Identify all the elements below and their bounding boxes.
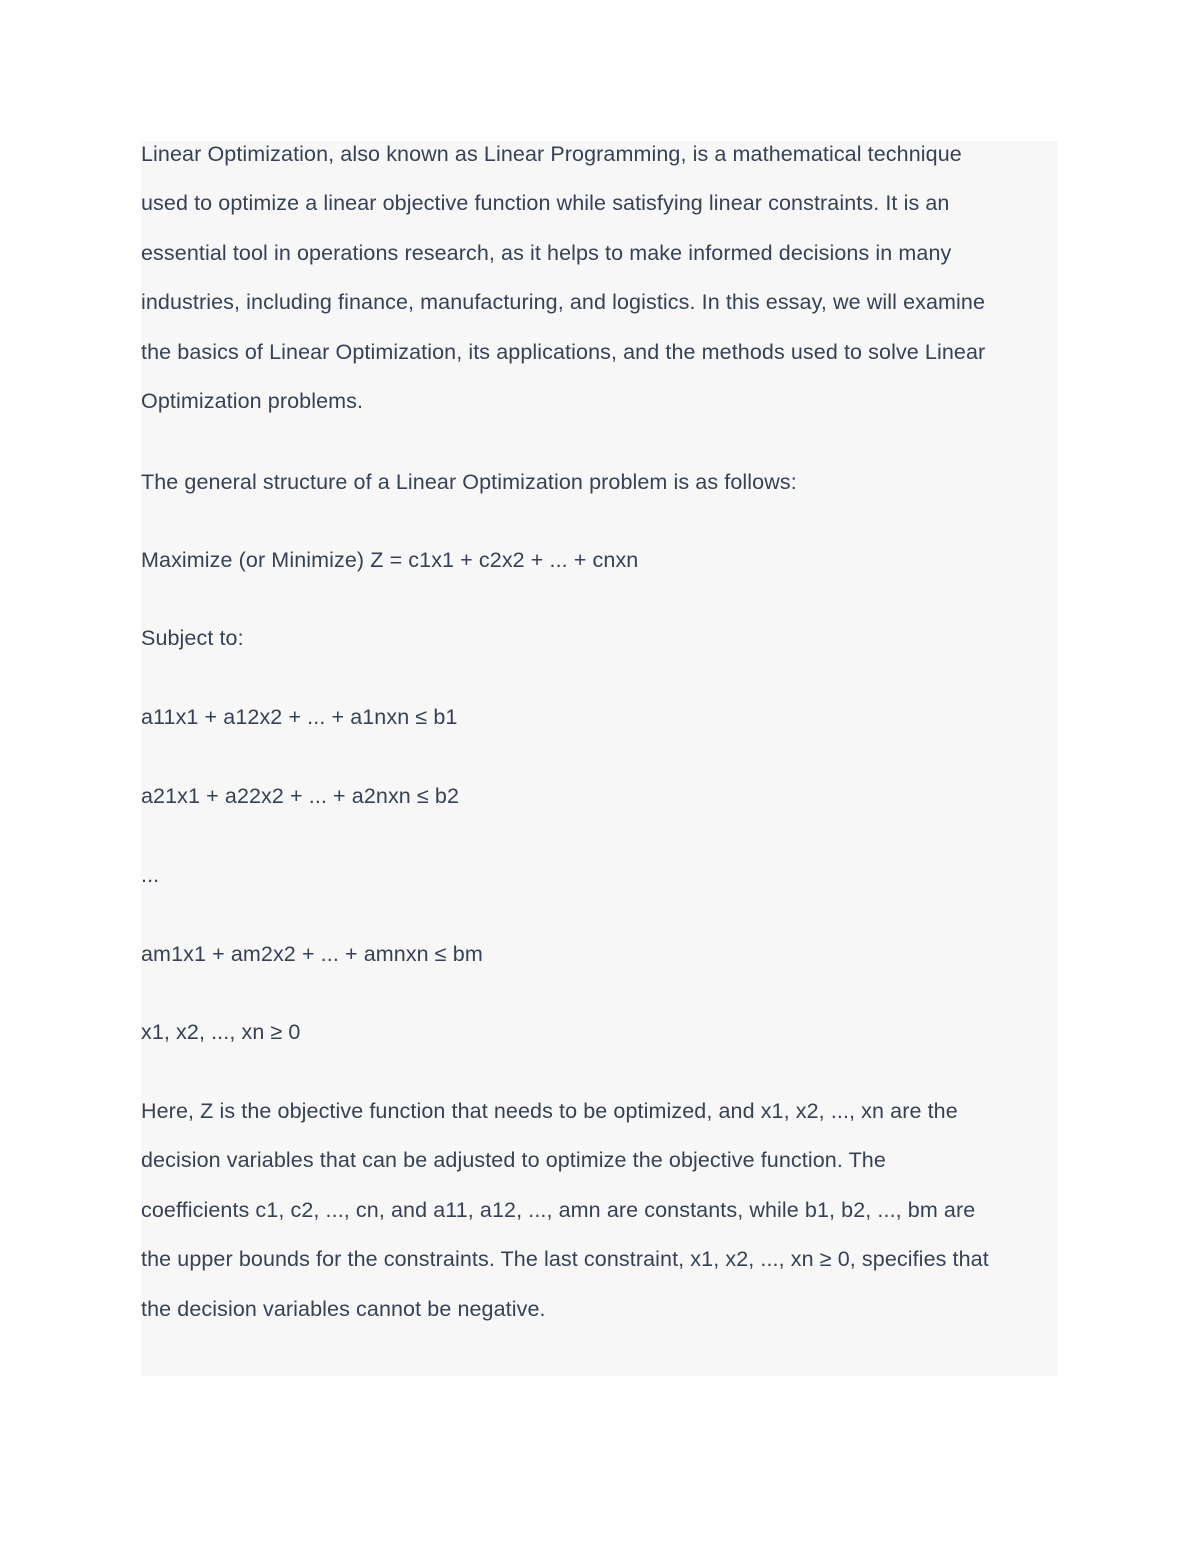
paragraph-line: the basics of Linear Optimization, its applications, and the methods used to solve Linear [141,339,986,364]
document-content [141,141,1058,1376]
explanation-paragraph [141,1087,989,1334]
constraint-2: a21x1 + a22x2 + ... + a2nxn ≤ b2 [141,784,460,808]
paragraph-line: Optimization problems. [141,389,364,414]
paragraph-line: Linear Optimization, also known as Linear Programming, is a mathematical technique [141,142,962,166]
intro-paragraph [141,130,985,426]
paragraph-line: used to optimize a linear objective function while satisfying linear constraints. It is an [141,191,950,216]
nonnegativity-constraint: x1, x2, ..., xn ≥ 0 [141,1020,301,1044]
paragraph-line: industries, including finance, manufacturing, and logistics. In this essay, we will examine [141,290,986,315]
objective-function: Maximize (or Minimize) Z = c1x1 + c2x2 + ... + cnxn [141,548,639,572]
paragraph-line: essential tool in operations research, as it helps to make informed decisions in many [141,240,952,265]
paragraph-line: the upper bounds for the constraints. The last constraint, x1, x2, ..., xn ≥ 0, specifies that [141,1247,989,1272]
paragraph-line: coefficients c1, c2, ..., cn, and a11, a12, ..., amn are constants, while b1, b2, ..., bm are [141,1197,976,1222]
paragraph-line: decision variables that can be adjusted to optimize the objective function. The [141,1148,886,1173]
structure-intro: The general structure of a Linear Optimization problem is as follows: [141,470,797,494]
constraint-m: am1x1 + am2x2 + ... + amnxn ≤ bm [141,942,483,966]
constraint-ellipsis: ... [141,863,160,887]
constraint-1: a11x1 + a12x2 + ... + a1nxn ≤ b1 [141,705,458,729]
paragraph-line: Here, Z is the objective function that needs to be optimized, and x1, x2, ..., xn are the [141,1099,958,1123]
paragraph-line: the decision variables cannot be negative. [141,1296,546,1321]
subject-to-label: Subject to: [141,626,244,650]
